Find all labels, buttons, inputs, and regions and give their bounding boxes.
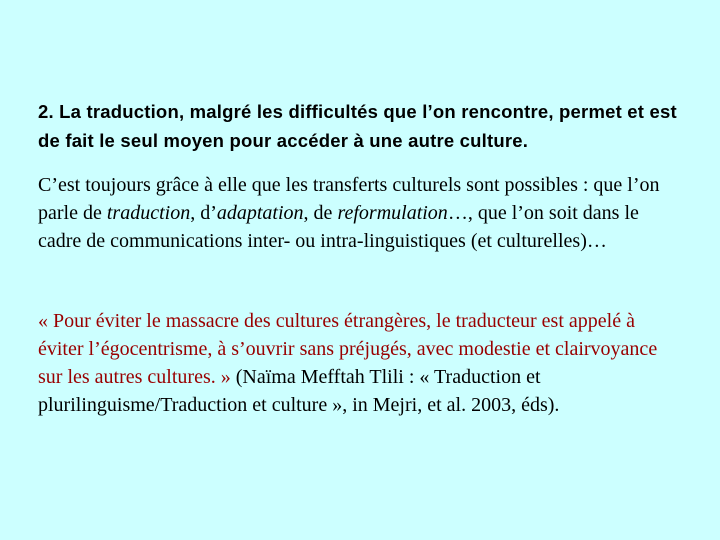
paragraph-text-3: , de: [303, 202, 338, 224]
term-adaptation: adaptation: [216, 202, 304, 224]
paragraph-text-4: …, que l’on soit dans le cadre de communications inter- ou intra-linguistiques (et culturelles)…: [38, 202, 639, 252]
quote-block: [38, 307, 678, 419]
body-paragraph: [38, 171, 678, 255]
term-traduction: traduction: [106, 202, 191, 224]
paragraph-text-1: C’est toujours grâce à elle que les transferts culturels sont possibles : que l’on parle de: [38, 174, 660, 224]
slide-heading: 2. La traduction, malgré les difficultés que l’on rencontre, permet et est de fait le seul moyen pour accéder à une autre culture.: [38, 101, 677, 151]
paragraph-text-2: , d’: [190, 202, 217, 224]
slide-content: [38, 98, 678, 419]
quote-text: « Pour éviter le massacre des cultures étrangères, le traducteur est appelé à éviter l’égocentrisme, à s’ouvrir sans préjugés, avec modestie et clairvoyance sur les autres cultures. »: [38, 310, 658, 388]
quote-attribution: (Naïma Mefftah Tlili : « Traduction et plurilinguisme/Traduction et culture », in Mejri, et al. 2003, éds).: [38, 366, 560, 416]
term-reformulation: reformulation: [337, 202, 448, 224]
